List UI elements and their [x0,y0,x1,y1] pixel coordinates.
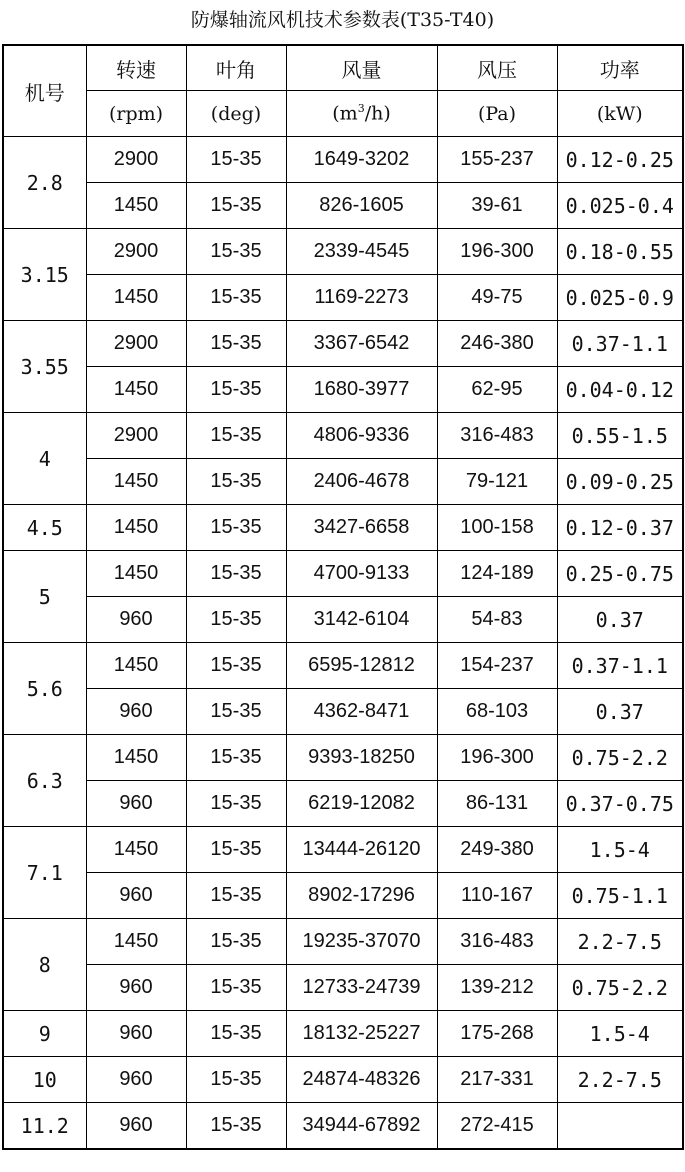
pressure-cell: 62-95 [437,367,557,413]
angle-cell: 15-35 [186,505,286,551]
power-cell: 0.12-0.25 [557,137,683,183]
power-cell: 0.75-2.2 [557,965,683,1011]
angle-cell: 15-35 [186,1057,286,1103]
unit-row [3,91,683,137]
airflow-cell: 12733-24739 [286,965,437,1011]
pressure-cell: 217-331 [437,1057,557,1103]
unit-airflow-sup: 3 [357,102,365,116]
pressure-cell: 68-103 [437,689,557,735]
model-cell: 6.3 [3,735,86,827]
angle-cell: 15-35 [186,873,286,919]
angle-cell: 15-35 [186,551,286,597]
pressure-cell: 79-121 [437,459,557,505]
airflow-cell: 24874-48326 [286,1057,437,1103]
header-row [3,45,683,91]
power-cell: 0.12-0.37 [557,505,683,551]
speed-cell: 960 [86,597,186,643]
table-row [3,965,683,1011]
model-cell: 4 [3,413,86,505]
speed-cell: 1450 [86,551,186,597]
airflow-cell: 1680-3977 [286,367,437,413]
table-row [3,275,683,321]
pressure-cell: 154-237 [437,643,557,689]
pressure-cell: 100-158 [437,505,557,551]
table-row [3,459,683,505]
speed-cell: 960 [86,965,186,1011]
table-row [3,643,683,689]
table-row [3,229,683,275]
speed-cell: 2900 [86,413,186,459]
speed-cell: 960 [86,781,186,827]
pressure-cell: 155-237 [437,137,557,183]
table-row [3,1103,683,1150]
power-cell: 0.025-0.9 [557,275,683,321]
angle-cell: 15-35 [186,183,286,229]
table-row [3,781,683,827]
page-title: 防爆轴流风机技术参数表(T35-T40) [190,9,495,31]
pressure-cell: 54-83 [437,597,557,643]
pressure-cell: 110-167 [437,873,557,919]
pressure-cell: 139-212 [437,965,557,1011]
angle-cell: 15-35 [186,275,286,321]
angle-cell: 15-35 [186,643,286,689]
airflow-cell: 2339-4545 [286,229,437,275]
angle-cell: 15-35 [186,367,286,413]
pressure-cell: 316-483 [437,919,557,965]
speed-cell: 1450 [86,643,186,689]
unit-airflow-a: (m [332,102,358,125]
header-speed: 转速 [86,45,186,91]
airflow-cell: 3427-6658 [286,505,437,551]
unit-pressure: (Pa) [437,91,557,137]
pressure-cell: 196-300 [437,735,557,781]
pressure-cell: 246-380 [437,321,557,367]
airflow-cell: 34944-67892 [286,1103,437,1150]
angle-cell: 15-35 [186,413,286,459]
power-cell: 0.09-0.25 [557,459,683,505]
angle-cell: 15-35 [186,597,286,643]
power-cell [557,1103,683,1150]
unit-speed: (rpm) [86,91,186,137]
power-cell: 1.5-4 [557,1011,683,1057]
model-cell: 8 [3,919,86,1011]
angle-cell: 15-35 [186,965,286,1011]
speed-cell: 1450 [86,735,186,781]
airflow-cell: 4362-8471 [286,689,437,735]
table-row [3,827,683,873]
unit-power: (kW) [557,91,683,137]
pressure-cell: 49-75 [437,275,557,321]
airflow-cell: 19235-37070 [286,919,437,965]
table-row [3,735,683,781]
airflow-cell: 3367-6542 [286,321,437,367]
header-model: 机号 [3,45,86,137]
table-row [3,1011,683,1057]
airflow-cell: 826-1605 [286,183,437,229]
angle-cell: 15-35 [186,781,286,827]
pressure-cell: 316-483 [437,413,557,459]
pressure-cell: 39-61 [437,183,557,229]
header-pressure: 风压 [437,45,557,91]
unit-airflow-b: /h) [364,102,391,125]
power-cell: 0.25-0.75 [557,551,683,597]
table-row [3,183,683,229]
airflow-cell: 8902-17296 [286,873,437,919]
power-cell: 0.75-2.2 [557,735,683,781]
angle-cell: 15-35 [186,735,286,781]
speed-cell: 1450 [86,459,186,505]
angle-cell: 15-35 [186,229,286,275]
header-blade-angle: 叶角 [186,45,286,91]
table-row [3,367,683,413]
speed-cell: 960 [86,1011,186,1057]
pressure-cell: 175-268 [437,1011,557,1057]
airflow-cell: 13444-26120 [286,827,437,873]
speed-cell: 960 [86,1057,186,1103]
power-cell: 0.18-0.55 [557,229,683,275]
speed-cell: 2900 [86,229,186,275]
model-cell: 4.5 [3,505,86,551]
model-cell: 5 [3,551,86,643]
table-row [3,1057,683,1103]
airflow-cell: 1169-2273 [286,275,437,321]
airflow-cell: 6595-12812 [286,643,437,689]
power-cell: 2.2-7.5 [557,1057,683,1103]
angle-cell: 15-35 [186,459,286,505]
airflow-cell: 9393-18250 [286,735,437,781]
table-row [3,919,683,965]
table-row [3,551,683,597]
header-airflow: 风量 [286,45,437,91]
model-cell: 11.2 [3,1103,86,1150]
airflow-cell: 3142-6104 [286,597,437,643]
pressure-cell: 249-380 [437,827,557,873]
power-cell: 1.5-4 [557,827,683,873]
model-cell: 10 [3,1057,86,1103]
speed-cell: 2900 [86,137,186,183]
table-row [3,321,683,367]
model-cell: 3.15 [3,229,86,321]
fan-spec-table [2,44,684,1150]
power-cell: 0.37-1.1 [557,321,683,367]
angle-cell: 15-35 [186,689,286,735]
model-cell: 2.8 [3,137,86,229]
model-cell: 5.6 [3,643,86,735]
power-cell: 0.75-1.1 [557,873,683,919]
unit-blade-angle: (deg) [186,91,286,137]
table-row [3,873,683,919]
speed-cell: 1450 [86,275,186,321]
table-row [3,413,683,459]
angle-cell: 15-35 [186,321,286,367]
pressure-cell: 86-131 [437,781,557,827]
airflow-cell: 18132-25227 [286,1011,437,1057]
model-cell: 9 [3,1011,86,1057]
airflow-cell: 2406-4678 [286,459,437,505]
header-power: 功率 [557,45,683,91]
power-cell: 0.025-0.4 [557,183,683,229]
angle-cell: 15-35 [186,827,286,873]
power-cell: 0.37 [557,689,683,735]
table-row [3,689,683,735]
speed-cell: 1450 [86,367,186,413]
model-cell: 3.55 [3,321,86,413]
angle-cell: 15-35 [186,137,286,183]
airflow-cell: 4806-9336 [286,413,437,459]
pressure-cell: 272-415 [437,1103,557,1150]
speed-cell: 1450 [86,827,186,873]
angle-cell: 15-35 [186,1011,286,1057]
speed-cell: 960 [86,873,186,919]
pressure-cell: 124-189 [437,551,557,597]
power-cell: 0.04-0.12 [557,367,683,413]
speed-cell: 1450 [86,919,186,965]
airflow-cell: 4700-9133 [286,551,437,597]
pressure-cell: 196-300 [437,229,557,275]
table-row [3,137,683,183]
angle-cell: 15-35 [186,919,286,965]
speed-cell: 960 [86,1103,186,1150]
power-cell: 2.2-7.5 [557,919,683,965]
table-row [3,505,683,551]
power-cell: 0.37-1.1 [557,643,683,689]
power-cell: 0.37-0.75 [557,781,683,827]
model-cell: 7.1 [3,827,86,919]
airflow-cell: 6219-12082 [286,781,437,827]
speed-cell: 1450 [86,183,186,229]
table-row [3,597,683,643]
speed-cell: 2900 [86,321,186,367]
power-cell: 0.37 [557,597,683,643]
angle-cell: 15-35 [186,1103,286,1150]
airflow-cell: 1649-3202 [286,137,437,183]
speed-cell: 960 [86,689,186,735]
power-cell: 0.55-1.5 [557,413,683,459]
unit-airflow [286,91,437,137]
speed-cell: 1450 [86,505,186,551]
